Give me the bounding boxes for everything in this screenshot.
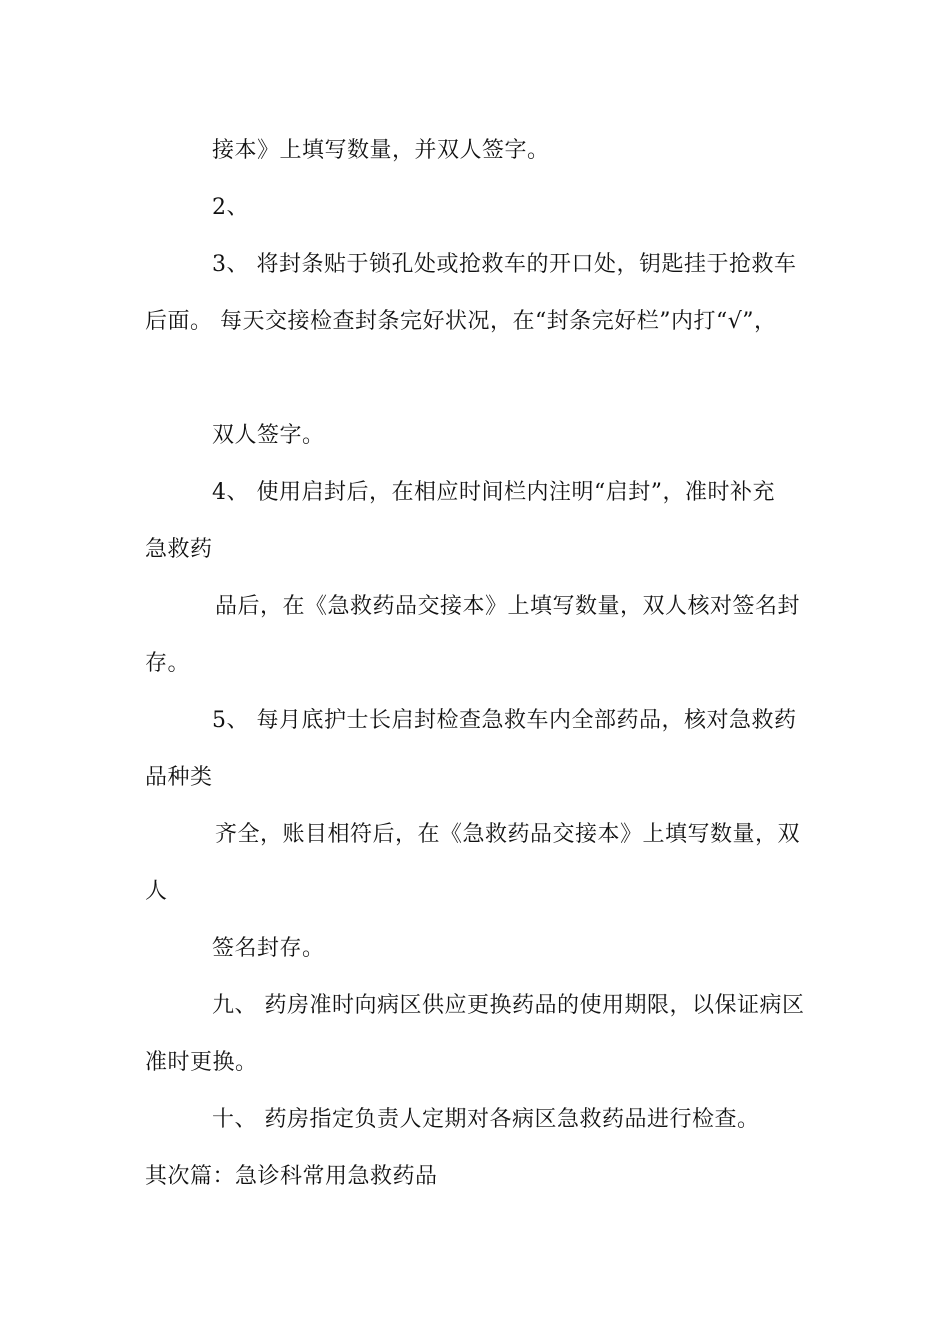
text-line: 后面。 每天交接检查封条完好状况，在“封条完好栏”内打“√”， (145, 309, 777, 334)
text-line: 3、 将封条贴于锁孔处或抢救车的开口处，钥匙挂于抢救车 (212, 252, 797, 277)
text-line: 存。 (145, 651, 191, 676)
text-line: 5、 每月底护士长启封检查急救车内全部药品，核对急救药 (212, 708, 797, 733)
text-line: 急救药 (145, 537, 213, 562)
text-line: 接本》上填写数量，并双人签字。 (212, 138, 550, 163)
text-line: 齐全，账目相符后，在《急救药品交接本》上填写数量，双 (215, 822, 801, 847)
text-line: 人 (145, 879, 168, 904)
text-line: 品种类 (145, 765, 213, 790)
text-line: 十、 药房指定负责人定期对各病区急救药品进行检查。 (212, 1107, 760, 1132)
text-line: 双人签字。 (212, 423, 325, 448)
text-line: 准时更换。 (145, 1050, 258, 1075)
text-line: 品后，在《急救药品交接本》上填写数量，双人核对签名封 (215, 594, 801, 619)
section-heading: 其次篇：急诊科常用急救药品 (145, 1164, 438, 1189)
text-line: 签名封存。 (212, 936, 325, 961)
text-line: 九、 药房准时向病区供应更换药品的使用期限，以保证病区 (212, 993, 805, 1018)
text-line: 2、 (212, 195, 249, 220)
text-line: 4、 使用启封后，在相应时间栏内注明“启封”，准时补充 (212, 480, 775, 505)
